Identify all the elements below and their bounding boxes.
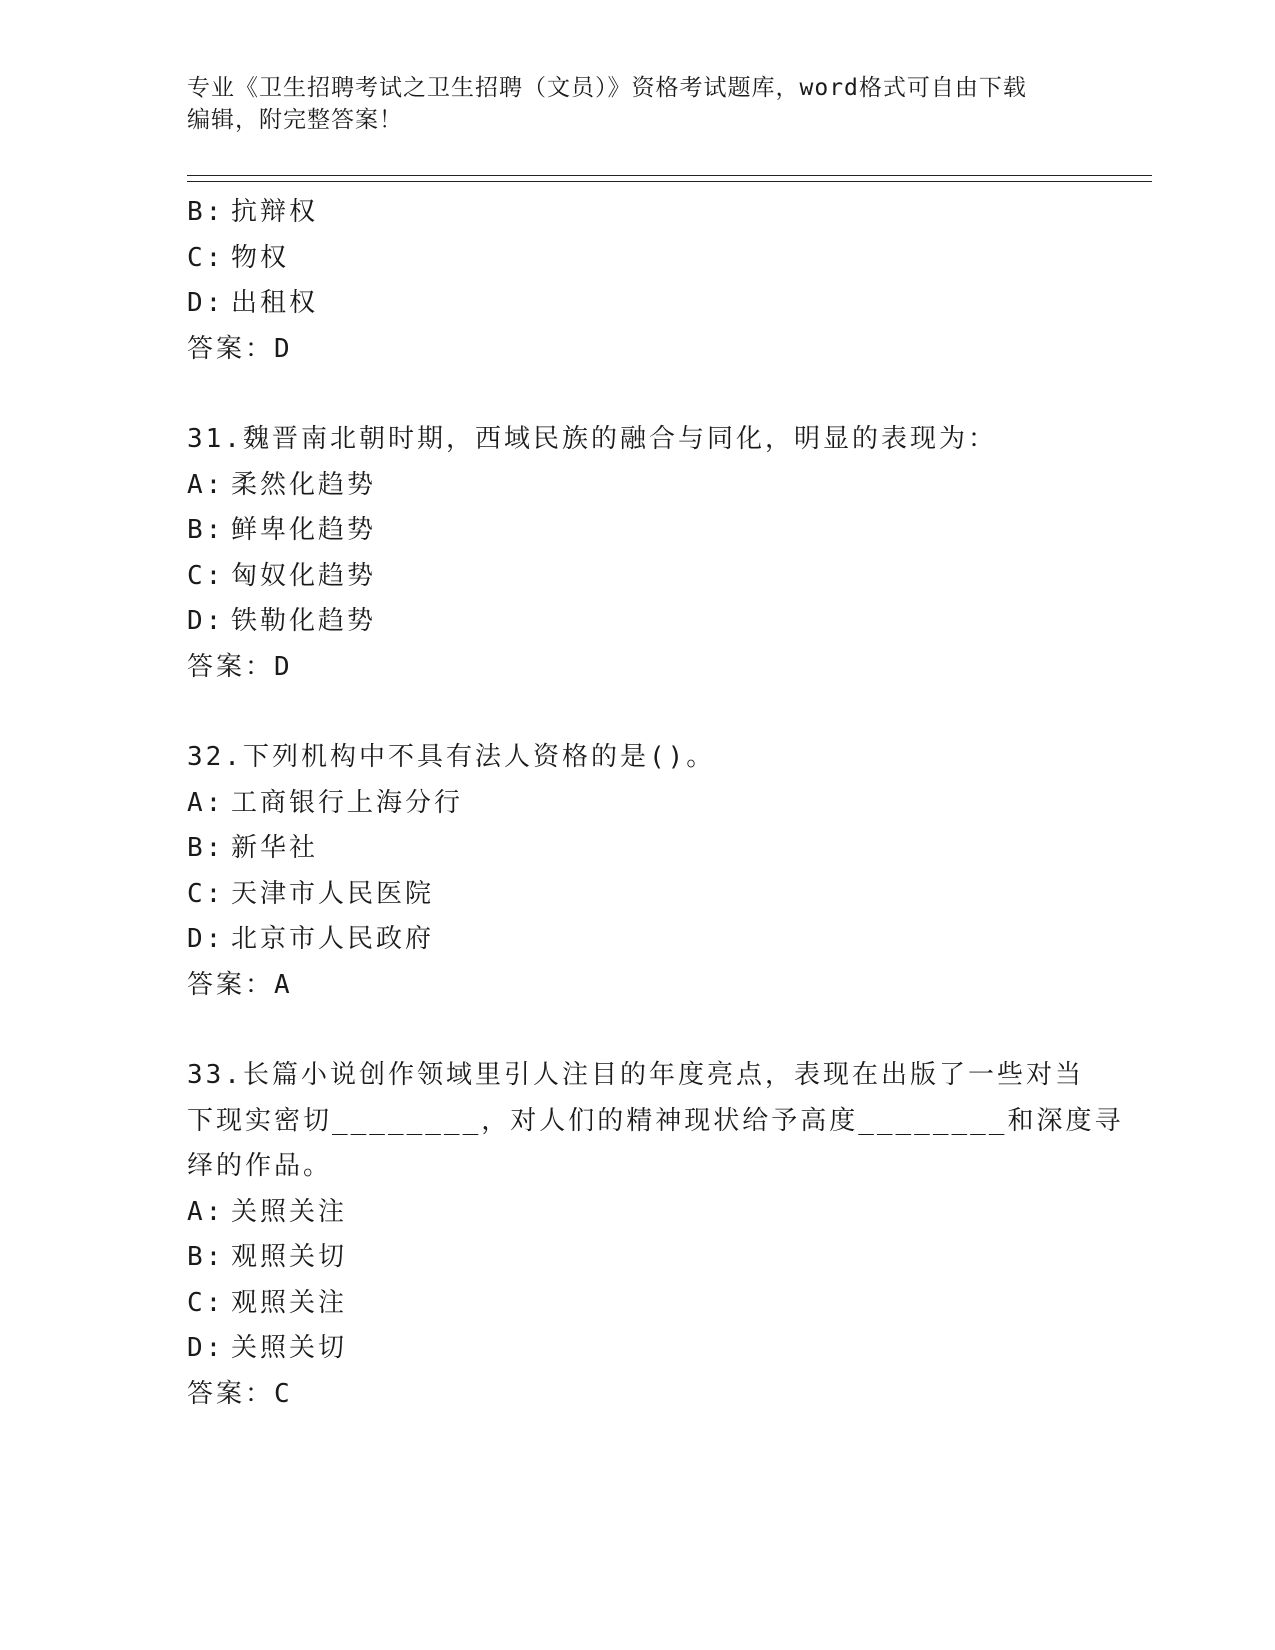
option-text: 关照关注 xyxy=(231,1196,348,1227)
question-text-line-3: 绎的作品。 xyxy=(187,1151,333,1181)
question-list xyxy=(187,190,1124,1417)
option-label: A: xyxy=(187,787,225,818)
option-text: 鲜卑化趋势 xyxy=(231,515,377,545)
option-d xyxy=(187,599,1087,645)
option-d xyxy=(187,1326,1087,1372)
option-c xyxy=(187,1281,1087,1327)
option-label: C: xyxy=(187,1287,225,1318)
option-b xyxy=(187,508,1087,554)
answer: 答案：C xyxy=(187,1378,293,1409)
option-label: B: xyxy=(187,1242,225,1272)
document-header xyxy=(187,72,1087,136)
option-label: B: xyxy=(187,197,225,227)
option-text: 北京市人民政府 xyxy=(231,924,435,954)
option-text: 观照关切 xyxy=(231,1242,348,1272)
option-label: D: xyxy=(187,606,225,636)
option-label: B: xyxy=(187,515,225,545)
option-a xyxy=(187,781,1087,827)
question-text-line-2: 下现实密切________，对人们的精神现状给予高度________和深度寻 xyxy=(187,1105,1124,1136)
answer: 答案：D xyxy=(187,651,293,682)
option-label: C: xyxy=(187,560,225,591)
question-text: 32.下列机构中不具有法人资格的是()。 xyxy=(187,742,716,772)
option-a xyxy=(187,463,1087,509)
option-label: C: xyxy=(187,878,225,909)
answer: 答案：D xyxy=(187,333,293,364)
option-text: 天津市人民医院 xyxy=(231,878,435,909)
option-text: 新华社 xyxy=(231,833,319,863)
header-line-1: 专业《卫生招聘考试之卫生招聘（文员）》资格考试题库，word格式可自由下载 xyxy=(187,75,1027,101)
option-label: A: xyxy=(187,1196,225,1227)
option-a xyxy=(187,1190,1087,1236)
option-text: 抗辩权 xyxy=(231,197,319,227)
option-c xyxy=(187,236,1087,282)
option-text: 观照关注 xyxy=(231,1287,348,1318)
option-label: D: xyxy=(187,1333,225,1363)
option-text: 物权 xyxy=(231,242,290,273)
option-label: A: xyxy=(187,469,225,500)
option-text: 关照关切 xyxy=(231,1333,348,1363)
option-text: 匈奴化趋势 xyxy=(231,560,377,591)
option-label: D: xyxy=(187,924,225,954)
question-block-31 xyxy=(187,417,1087,690)
option-d xyxy=(187,281,1087,327)
option-d xyxy=(187,917,1087,963)
option-b xyxy=(187,826,1087,872)
option-text: 工商银行上海分行 xyxy=(231,787,464,818)
header-divider-bottom xyxy=(187,181,1152,182)
option-c xyxy=(187,554,1087,600)
option-text: 柔然化趋势 xyxy=(231,469,377,500)
option-text: 铁勒化趋势 xyxy=(231,606,377,636)
question-text-line-1: 33.长篇小说创作领域里引人注目的年度亮点，表现在出版了一些对当 xyxy=(187,1060,1084,1090)
option-c xyxy=(187,872,1087,918)
question-text: 31.魏晋南北朝时期，西域民族的融合与同化，明显的表现为： xyxy=(187,424,997,454)
option-text: 出租权 xyxy=(231,288,319,318)
question-block-33 xyxy=(187,1053,1124,1417)
question-block-32 xyxy=(187,735,1087,1008)
option-label: D: xyxy=(187,288,225,318)
header-divider-top xyxy=(187,175,1152,176)
question-block-prev xyxy=(187,190,1087,372)
option-label: C: xyxy=(187,242,225,273)
answer: 答案：A xyxy=(187,969,293,1000)
option-b xyxy=(187,190,1087,236)
option-b xyxy=(187,1235,1087,1281)
option-label: B: xyxy=(187,833,225,863)
header-line-2: 编辑，附完整答案！ xyxy=(187,107,403,133)
